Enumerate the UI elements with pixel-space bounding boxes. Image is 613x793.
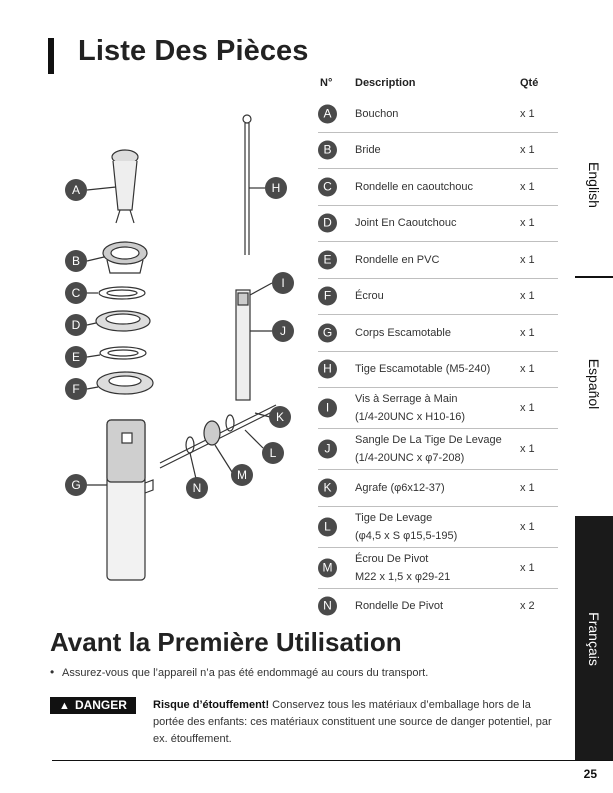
diagram-label-a: A [71,183,81,197]
danger-lead: Risque d’étouffement! [153,699,270,711]
header-quantity: Qté [520,77,539,89]
tab-english[interactable] [575,100,613,270]
tab-francais-label: Français [586,611,602,666]
part-quantity: x 1 [520,326,535,339]
part-row-b [318,133,558,170]
part-quantity: x 1 [520,402,535,414]
diagram-label-h: H [271,181,281,195]
part-row-a [318,96,558,133]
diagram-label-l: L [269,446,277,460]
diagram-label-k: K [275,410,285,424]
part-description: Joint En Caoutchouc [355,217,457,230]
tab-english-label: English [586,162,602,208]
part-description: Rondelle en PVC [355,253,440,266]
diagram-label-b: B [71,254,81,268]
diagram-label-f: F [72,382,80,396]
part-row-d [318,206,558,243]
parts-list [318,96,558,624]
tab-espanol-label: Español [586,358,602,410]
parts-diagram [40,95,310,605]
part-quantity: x 1 [520,180,535,193]
part-description: Bouchon [355,107,399,120]
part-row-l [318,507,558,548]
part-letter-badge: B [318,141,337,160]
diagram-label-n: N [192,481,202,495]
part-description: Écrou [355,290,384,303]
part-row-g [318,315,558,352]
warning-triangle-icon: ▲ [59,700,70,712]
header-description: Description [355,77,416,89]
danger-text [153,697,563,748]
part-description: Rondelle en caoutchouc [355,180,474,193]
title-accent-bar [48,38,54,74]
part-description: Tige Escamotable (M5-240) [355,363,491,376]
part-letter-badge: C [318,177,337,196]
part-quantity: x 2 [520,600,535,613]
part-letter-badge: M [318,558,337,577]
part-quantity: x 1 [520,520,535,533]
diagram-label-m: M [237,468,247,482]
part-row-f [318,279,558,316]
part-letter-badge: K [318,478,337,497]
part-letter-badge: D [318,214,337,233]
part-letter-badge: F [318,287,337,306]
tab-francais[interactable] [575,516,613,761]
part-description: Agrafe (φ6x12-37) [355,481,445,494]
footer-rule [52,760,613,761]
part-letter-badge: J [318,440,337,459]
part-quantity: x 1 [520,217,535,230]
section-title: Avant la Première Utilisation [50,627,402,657]
header-number: N° [320,77,333,89]
part-description: Vis à Serrage à Main (1/4-20UNC x H10-16) [355,393,466,423]
danger-body: Conservez tous les matériaux d’emballage hors de la portée des enfants: ces matériaux constituent une source de danger potentiel, par ex. étouffement. [153,699,552,745]
diagram-label-j: J [280,324,286,338]
part-quantity: x 1 [520,253,535,266]
part-letter-badge: L [318,517,337,536]
part-description: Sangle De La Tige De Levage (1/4-20UNC x φ7-208) [355,434,502,464]
part-quantity: x 1 [520,363,535,376]
part-quantity: x 1 [520,561,535,574]
diagram-label-c: C [71,286,81,300]
part-quantity: x 1 [520,290,535,303]
bullet-text: Assurez-vous que l’appareil n’a pas été endommagé au cours du transport. [62,667,429,679]
part-row-m [318,548,558,589]
page-title: Liste Des Pièces [78,35,309,67]
part-letter-badge: A [318,104,337,123]
part-letter-badge: H [318,360,337,379]
part-letter-badge: I [318,399,337,418]
part-row-k [318,470,558,507]
danger-badge [50,697,136,714]
diagram-label-g: G [71,478,81,492]
part-row-h [318,352,558,389]
diagram-label-d: D [71,318,81,332]
part-letter-badge: E [318,250,337,269]
tab-espanol[interactable] [575,276,613,490]
parts-table-header [318,77,558,95]
part-description: Corps Escamotable [355,326,451,339]
part-row-e [318,242,558,279]
part-description: Rondelle De Pivot [355,600,444,613]
bullet-dot: • [50,665,55,679]
page-number: 25 [583,767,597,781]
part-letter-badge: N [318,597,337,616]
diagram-label-i: I [281,276,285,290]
part-letter-badge: G [318,323,337,342]
part-quantity: x 1 [520,107,535,120]
part-description: Bride [355,144,381,157]
part-row-i [318,388,558,429]
part-quantity: x 1 [520,481,535,494]
part-description: Écrou De Pivot M22 x 1,5 x φ29-21 [355,552,451,583]
danger-label: DANGER [74,698,127,712]
part-row-j [318,429,558,470]
part-description: Tige De Levage (φ4,5 x S φ15,5-195) [355,511,458,542]
part-quantity: x 1 [520,144,535,157]
part-row-n [318,589,558,625]
part-row-c [318,169,558,206]
diagram-label-e: E [71,350,81,364]
part-quantity: x 1 [520,443,535,455]
